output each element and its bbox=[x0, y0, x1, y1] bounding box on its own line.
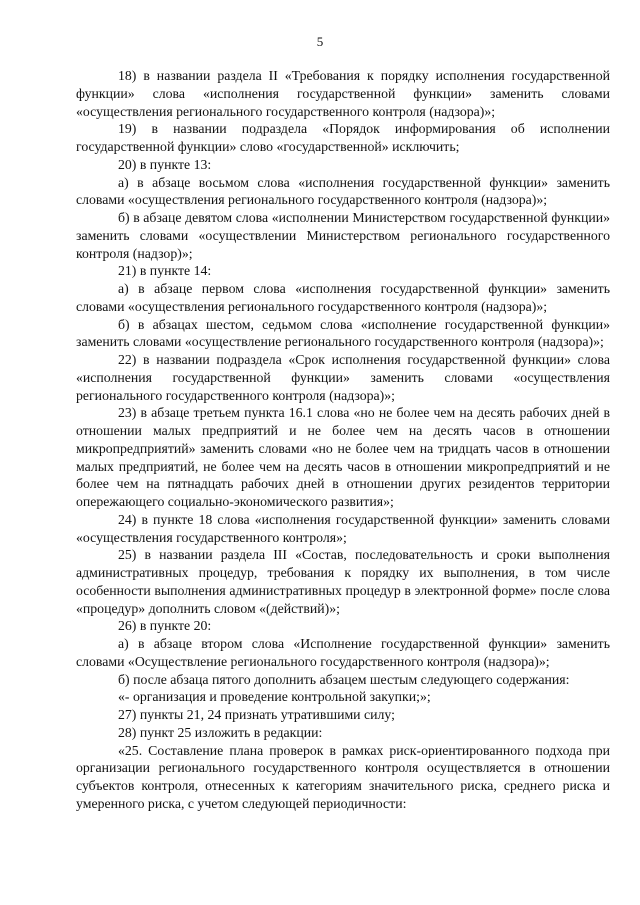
paragraph: а) в абзаце первом слова «исполнения государственной функции» заменить словами «осуществления регионального государственного контроля (надзора)»; bbox=[76, 281, 610, 314]
paragraph: а) в абзаце восьмом слова «исполнения государственной функции» заменить словами «осуществления регионального государственного контроля (надзора)»; bbox=[76, 174, 610, 208]
document-body bbox=[76, 67, 610, 813]
paragraph: 24) в пункте 18 слова «исполнения государственной функции» заменить словами «осуществления государственного контроля»; bbox=[76, 511, 610, 545]
paragraph: б) после абзаца пятого дополнить абзацем шестым следующего содержания: bbox=[118, 671, 570, 687]
paragraph: 28) пункт 25 изложить в редакции: bbox=[118, 724, 323, 740]
paragraph: «- организация и проведение контрольной закупки;»; bbox=[118, 689, 431, 705]
paragraph: б) в абзаце девятом слова «исполнении Министерством государственной функции» заменить словами «осуществлении Министерством регионального государственного контроля (надзор)»; bbox=[76, 210, 610, 261]
paragraph: 26) в пункте 20: bbox=[118, 618, 212, 634]
paragraph: б) в абзацах шестом, седьмом слова «исполнение государственной функции» заменить словами «осуществление регионального государственного контроля (надзора)»; bbox=[76, 316, 610, 350]
paragraph: 18) в названии раздела II «Требования к порядку исполнения государственной функции» слова «исполнения государственной функции» заменить словами «осуществления регионального государственного контроля (надзора)»; bbox=[76, 68, 610, 119]
paragraph: 23) в абзаце третьем пункта 16.1 слова «но не более чем на десять рабочих дней в отношении малых предприятий и не более чем на десять часов в отношении микропредприятий» заменить словами «но не более чем на тридцать часов в отношении малых предприятий, не более чем на десять часов в отношении микропредприятий и не более чем на пятнадцать рабочих дней в отношении других резидентов территории опережающего социально-экономического развития»; bbox=[76, 405, 610, 509]
paragraph: 19) в названии подраздела «Порядок информирования об исполнении государственной функции» слово «государственной» исключить; bbox=[76, 121, 610, 154]
paragraph: 21) в пункте 14: bbox=[118, 263, 212, 279]
paragraph: 20) в пункте 13: bbox=[118, 156, 212, 172]
paragraph: а) в абзаце втором слова «Исполнение государственной функции» заменить словами «Осуществление регионального государственного контроля (надзора)»; bbox=[76, 636, 610, 669]
paragraph: 22) в названии подраздела «Срок исполнения государственной функции» слова «исполнения государственной функции» заменить словами «осуществления регионального государственного контроля (надзора)»; bbox=[76, 352, 610, 403]
paragraph: 27) пункты 21, 24 признать утратившими силу; bbox=[118, 707, 395, 722]
paragraph: 25) в названии раздела III «Состав, последовательность и сроки выполнения административных процедур, требования к порядку их выполнения, в том числе особенности выполнения административных процедур в электронной форме» после слова «процедур» дополнить словом «(действий)»; bbox=[76, 547, 610, 616]
page-number: 5 bbox=[316, 34, 324, 49]
paragraph: «25. Составление плана проверок в рамках риск-ориентированного подхода при организации регионального государственного контроля осуществляется в отношении субъектов контроля, отнесенных к категориям значительного риска, среднего риска и умеренного риска, с учетом следующей периодичности: bbox=[76, 742, 610, 811]
